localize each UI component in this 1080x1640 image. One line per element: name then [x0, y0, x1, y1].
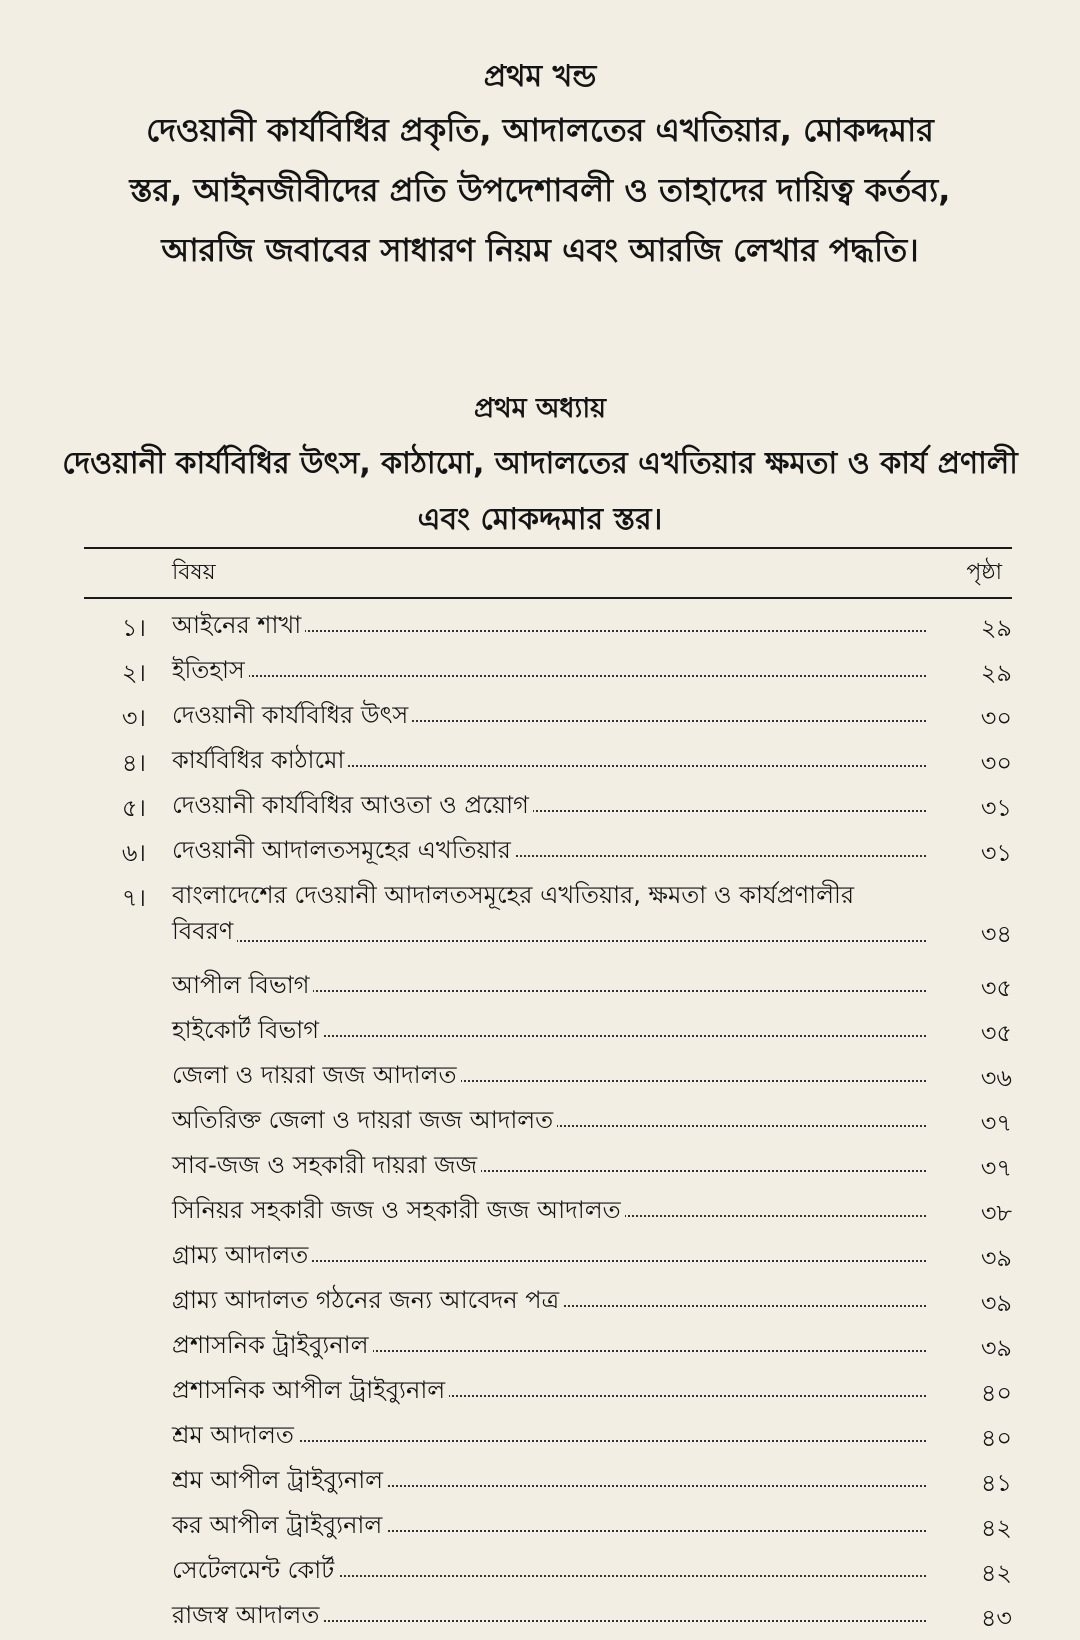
entry-title: রাজস্ব আদালত: [172, 1601, 323, 1629]
entry-title: অতিরিক্ত জেলা ও দায়রা জজ আদালত: [172, 1106, 557, 1134]
entry-title: আইনের শাখা: [172, 611, 305, 639]
toc-row: [84, 1142, 1012, 1187]
entry-text: [172, 1465, 926, 1495]
entry-number: ৬।: [121, 839, 146, 867]
part-heading: দেওয়ানী কার্যবিধির প্রকৃতি, আদালতের এখতিয়ার, মোকদ্দমার স্তর, আইনজীবীদের প্রতি উপদেশাবলী ও তাহাদের দায়িত্ব কর্তব্য, আরজি জবাবের সাধারণ নিয়ম এবং আরজি লেখার পদ্ধতি।: [129, 111, 951, 269]
entry-page-number: ৪১: [980, 1469, 1012, 1497]
entry-page-number: ৩০: [980, 704, 1012, 732]
entry-page-number: ৩০: [980, 749, 1012, 777]
entry-title: সেটেলমেন্ট কোর্ট: [172, 1556, 338, 1584]
entry-text: [172, 700, 926, 730]
entry-title: গ্রাম্য আদালত গঠনের জন্য আবেদন পত্র: [172, 1286, 563, 1314]
entry-number: ৭।: [121, 884, 146, 912]
entry-text: [172, 1285, 926, 1315]
entry-number: ২।: [121, 659, 146, 687]
toc-row: [84, 1322, 1012, 1367]
entry-page-number: ৩৭: [980, 1154, 1012, 1182]
entry-text: [172, 655, 926, 685]
entry-page-number: ৪২: [980, 1559, 1012, 1587]
entry-text: [172, 1150, 926, 1180]
toc-row: [84, 602, 1012, 647]
entry-text: [172, 970, 926, 1000]
entry-title: কার্যবিধির কাঠামো: [172, 746, 348, 774]
entry-title: গ্রাম্য আদালত: [172, 1241, 312, 1269]
entry-title: হাইকোর্ট বিভাগ: [172, 1016, 323, 1044]
entry-title: দেওয়ানী আদালতসমূহের এখতিয়ার: [172, 836, 515, 864]
entry-text: [172, 745, 926, 775]
entry-page-number: ৪২: [980, 1514, 1012, 1542]
page-column-header: পৃষ্ঠা: [966, 560, 1002, 585]
entry-text: [172, 1375, 926, 1405]
toc-row: [84, 1547, 1012, 1592]
toc-row: [84, 1592, 1012, 1637]
entry-page-number: ২৯: [980, 614, 1012, 642]
toc-row: [84, 1277, 1012, 1322]
entry-number: ৩।: [121, 704, 146, 732]
toc-row: [84, 647, 1012, 692]
toc-row: [84, 962, 1012, 1007]
entry-page-number: ৩৯: [980, 1244, 1012, 1272]
entry-text: [172, 1330, 926, 1360]
toc-row: [84, 1007, 1012, 1052]
chapter-title: প্রথম অধ্যায়: [473, 393, 607, 424]
entry-number: ১।: [121, 614, 146, 642]
entry-title: প্রশাসনিক ট্রাইব্যুনাল: [172, 1331, 373, 1359]
entry-text: [172, 1420, 926, 1450]
entry-text: [172, 1105, 926, 1135]
entry-text: [172, 1600, 926, 1630]
entry-number: ৪।: [121, 749, 146, 777]
entry-title: কর আপীল ট্রাইব্যুনাল: [172, 1511, 386, 1539]
entry-text: [172, 1555, 926, 1585]
entry-text: [172, 880, 926, 950]
entry-title: শ্রম আপীল ট্রাইব্যুনাল: [172, 1466, 387, 1494]
entry-text: [172, 1195, 926, 1225]
entry-title: প্রশাসনিক আপীল ট্রাইব্যুনাল: [172, 1376, 449, 1404]
toc-row: [84, 1457, 1012, 1502]
entry-number: ৫।: [121, 794, 146, 822]
entry-text: [172, 790, 926, 820]
toc-row: [84, 1232, 1012, 1277]
toc-row: [84, 1052, 1012, 1097]
toc-row: [84, 1367, 1012, 1412]
entry-page-number: ২৯: [980, 659, 1012, 687]
entry-page-number: ৩৯: [980, 1334, 1012, 1362]
entry-title: জেলা ও দায়রা জজ আদালত: [172, 1061, 461, 1089]
entry-text: [172, 835, 926, 865]
entry-page-number: ৪০: [980, 1379, 1012, 1407]
toc-row: [84, 1412, 1012, 1457]
entry-title: সিনিয়র সহকারী জজ ও সহকারী জজ আদালত: [172, 1196, 625, 1224]
entry-page-number: ৩৫: [980, 974, 1012, 1002]
entry-page-number: ৩৬: [980, 1064, 1012, 1092]
entry-page-number: ৪০: [980, 1424, 1012, 1452]
entry-page-number: ৩৮: [980, 1199, 1012, 1227]
toc-row: [84, 872, 1012, 962]
entry-page-number: ৪৩: [980, 1604, 1012, 1632]
entry-title: ইতিহাস: [172, 656, 249, 684]
entry-title: দেওয়ানী কার্যবিধির উৎস: [172, 701, 412, 729]
entry-title: বাংলাদেশের দেওয়ানী আদালতসমূহের এখতিয়ার, ক্ষমতা ও কার্যপ্রণালীর: [172, 881, 855, 909]
table-of-contents: [84, 602, 1012, 1637]
entry-page-number: ৩৪: [980, 920, 1012, 948]
entry-text: [172, 1015, 926, 1045]
toc-row: [84, 737, 1012, 782]
entry-title-continued: বিবরণ: [172, 917, 237, 945]
header-divider: [84, 597, 1012, 599]
entry-title: শ্রম আদালত: [172, 1421, 298, 1449]
toc-row: [84, 692, 1012, 737]
entry-text: [172, 610, 926, 640]
toc-row: [84, 827, 1012, 872]
chapter-heading: দেওয়ানী কার্যবিধির উৎস, কাঠামো, আদালতের এখতিয়ার ক্ষমতা ও কার্য প্রণালী এবং মোকদ্দমার স্তর।: [62, 446, 1018, 537]
entry-page-number: ৩৯: [980, 1289, 1012, 1317]
subject-column-header: বিষয়: [172, 560, 216, 585]
entry-title: সাব-জজ ও সহকারী দায়রা জজ: [172, 1151, 481, 1179]
toc-row: [84, 782, 1012, 827]
toc-row: [84, 1502, 1012, 1547]
toc-row: [84, 1097, 1012, 1142]
entry-text: [172, 1240, 926, 1270]
entry-title: দেওয়ানী কার্যবিধির আওতা ও প্রয়োগ: [172, 791, 533, 819]
dot-leader: [172, 675, 926, 677]
entry-page-number: ৩৭: [980, 1109, 1012, 1137]
entry-page-number: ৩১: [980, 839, 1012, 867]
toc-row: [84, 1187, 1012, 1232]
entry-text: [172, 1510, 926, 1540]
entry-text: [172, 1060, 926, 1090]
entry-title: আপীল বিভাগ: [172, 971, 313, 999]
top-divider: [84, 547, 1012, 549]
entry-page-number: ৩৫: [980, 1019, 1012, 1047]
dot-leader: [172, 940, 926, 942]
entry-page-number: ৩১: [980, 794, 1012, 822]
section-title: প্রথম খন্ড: [483, 59, 597, 94]
